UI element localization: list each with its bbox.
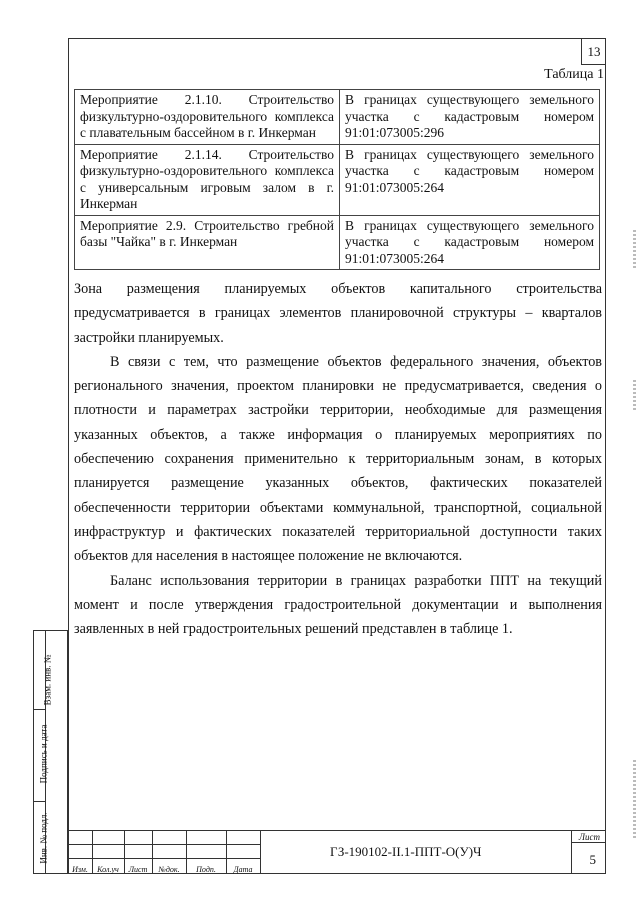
left-margin-strip bbox=[33, 630, 68, 874]
table-row bbox=[75, 90, 600, 145]
stamp-header: Кол.уч bbox=[97, 865, 119, 874]
stamp-header: №док. bbox=[158, 865, 180, 874]
paragraph: В связи с тем, что размещение объектов федерального значения, объектов регионального значения, проектом планировки не предусматривается, сведения о плотности и параметрах застройки территории, необходимые для размещения указанных объектов, а также информация о планируемых мероприятиях по обеспечению сохранения применительно к территориальным зонам, в которых планируется размещение указанных объектов, фактических показателей обеспеченности территории объектами коммунальной, транспортной, социальной инфраструктур и фактических показателей территориальной доступности таких объектов для населения в настоящее положение не включаются. bbox=[74, 353, 602, 565]
sheet-label: Лист bbox=[578, 832, 600, 842]
event-cell: Мероприятие 2.1.10. Строительство физкультурно-оздоровительного комплекса с плавательным бассейном в г. Инкерман bbox=[75, 90, 340, 145]
original-inventory-label: Инв. № подл. bbox=[38, 812, 49, 864]
document-code: ГЗ-190102-II.1-ППТ-О(У)Ч bbox=[330, 844, 482, 859]
location-cell: В границах существующего земельного участка с кадастровым номером 91:01:073005:264 bbox=[340, 215, 600, 270]
sheet-number: 5 bbox=[589, 852, 596, 867]
signature-date-label: Подпись и дата bbox=[38, 724, 49, 784]
table-row bbox=[75, 215, 600, 270]
replacement-inventory-label: Взам. инв. № bbox=[42, 654, 53, 706]
events-table bbox=[74, 89, 600, 270]
table-row bbox=[75, 144, 600, 215]
scan-artifact bbox=[633, 760, 636, 840]
paragraph: Баланс использования территории в границах разработки ППТ на текущий момент и после утверждения градостроительной документации и выполнения заявленных в ней градостроительных решений представлен в таблице 1. bbox=[74, 572, 602, 638]
event-cell: Мероприятие 2.1.14. Строительство физкультурно-оздоровительного комплекса с универсальным игровым залом в г. Инкерман bbox=[75, 144, 340, 215]
stamp-header: Лист bbox=[128, 865, 148, 874]
title-block bbox=[68, 830, 606, 874]
page-number: 13 bbox=[581, 39, 606, 65]
scan-artifact bbox=[633, 380, 636, 410]
event-cell: Мероприятие 2.9. Строительство гребной базы "Чайка" в г. Инкерман bbox=[75, 215, 340, 270]
location-cell: В границах существующего земельного участка с кадастровым номером 91:01:073005:264 bbox=[340, 144, 600, 215]
scan-artifact bbox=[633, 230, 636, 270]
paragraph: Зона размещения планируемых объектов капитального строительства предусматривается в границах элементов планировочной структуры – кварталов застройки планируемых. bbox=[74, 281, 602, 346]
body-text bbox=[74, 277, 602, 641]
table-caption: Таблица 1 bbox=[544, 67, 604, 82]
stamp-header: Подп. bbox=[196, 865, 216, 874]
stamp-header: Дата bbox=[233, 865, 253, 874]
stamp-header: Изм. bbox=[72, 865, 88, 874]
location-cell: В границах существующего земельного участка с кадастровым номером 91:01:073005:296 bbox=[340, 90, 600, 145]
